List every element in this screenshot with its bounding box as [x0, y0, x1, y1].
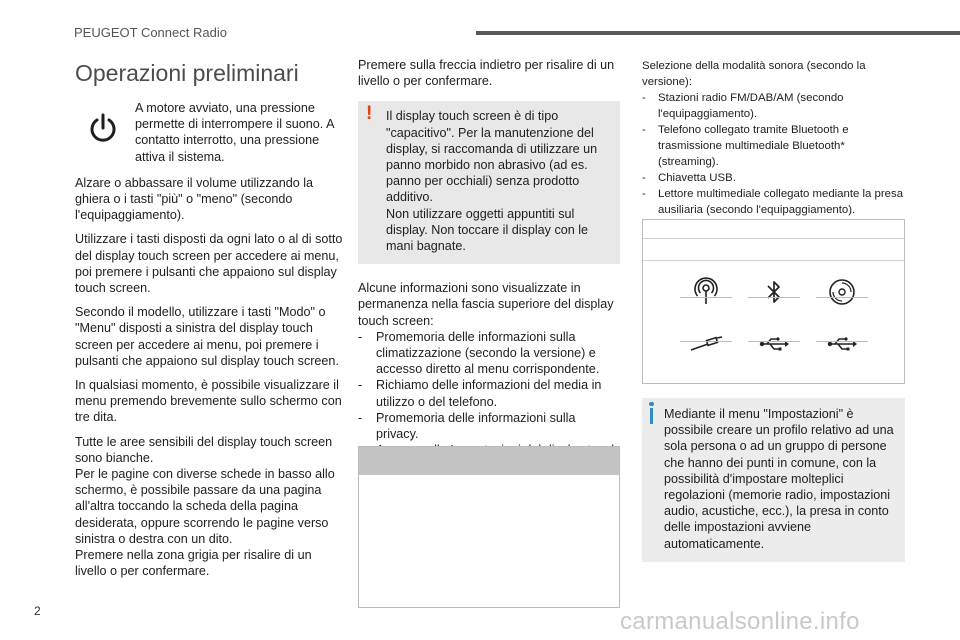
- paragraph-sensitive-areas: [75, 434, 345, 580]
- power-icon: [75, 100, 131, 158]
- screen-illustration: [358, 446, 620, 608]
- media-source-panel: [642, 219, 905, 384]
- list-item: - Promemoria delle informazioni sulla privacy.: [358, 410, 620, 442]
- usb-icon[interactable]: [824, 316, 860, 352]
- source-underline: [816, 341, 868, 342]
- source-underline: [748, 297, 800, 298]
- usb-icon[interactable]: [756, 316, 792, 352]
- page-number: 2: [34, 604, 41, 618]
- warning-icon: !: [366, 103, 373, 125]
- cd-icon[interactable]: [824, 270, 860, 306]
- paragraph-keys: Utilizzare i tasti disposti da ogni lato o al di sotto del display touch screen per accedere ai menu, poi premere i pulsanti che appaiono sul display touch screen.: [75, 232, 343, 296]
- source-underline: [748, 341, 800, 342]
- panel-divider: [643, 260, 904, 261]
- right-column: [642, 58, 904, 234]
- header-rule: [476, 31, 960, 35]
- info-box: [642, 398, 905, 562]
- middle-column: [358, 57, 620, 475]
- left-column: [75, 60, 345, 579]
- watermark: carmanualsonline.info: [620, 608, 860, 635]
- sound-mode-list: [642, 90, 904, 234]
- header-title: PEUGEOT Connect Radio: [74, 25, 227, 40]
- paragraph-three-fingers: In qualsiasi momento, è possibile visualizzare il menu premendo brevemente sullo schermo con tre dita.: [75, 378, 342, 425]
- bluetooth-icon[interactable]: [756, 270, 792, 306]
- sound-mode-intro: Selezione della modalità sonora (secondo la versione):: [642, 60, 866, 88]
- sensitive-areas-text: Tutte le aree sensibili del display touch screen sono bianche.: [75, 434, 333, 465]
- radio-icon[interactable]: [688, 270, 724, 306]
- power-text: A motore avviato, una pressione permette di interrompere il suono. A contatto interrotto, una pressione attiva il sistema.: [135, 101, 334, 164]
- paragraph-mode-menu: Secondo il modello, utilizzare i tasti "Modo" o "Menu" disposti a sinistra del display touch screen per accedere ai menu, poi premere i pulsanti che appaiono sul display touch screen.: [75, 305, 339, 368]
- list-item: - Lettore multimediale collegato mediante la presa ausiliaria (secondo l'equipaggiamento).: [642, 186, 904, 218]
- info-text: Mediante il menu "Impostazioni" è possibile creare un profilo relativo ad una sola persona o ad un gruppo di persone che hanno dei punti in comune, con la possibilità d'impostare molteplici regolazioni (memorie radio, impostazioni audio, acustiche, ecc.), la presa in conto delle impostazioni avviene automaticamente.: [664, 407, 894, 551]
- source-underline: [816, 297, 868, 298]
- screen-illustration-header: [359, 447, 619, 475]
- tabs-text: Per le pagine con diverse schede in basso allo schermo, è possibile passare da una pagina all'altra toccando la scheda della pagina desiderata, oppure scorrendo le pagine verso sinistra o destra con un dito.: [75, 467, 335, 546]
- aux-jack-icon[interactable]: [688, 316, 724, 352]
- warning-text-capacitive: Il display touch screen è di tipo "capacitivo". Per la manutenzione del display, si raccomanda di utilizzare un panno morbido non abrasivo (ad es. panno per occhiali) senza prodotto additivo.: [386, 109, 598, 205]
- paragraph-back-arrow: Premere sulla freccia indietro per risalire di un livello o per confermare.: [358, 58, 615, 89]
- source-underline: [680, 341, 732, 342]
- list-item: - Stazioni radio FM/DAB/AM (secondo l'equipaggiamento).: [642, 90, 904, 122]
- list-item: - Richiamo delle informazioni del media in utilizzo o del telefono.: [358, 377, 620, 409]
- info-icon: [650, 408, 653, 424]
- paragraph-volume: Alzare o abbassare il volume utilizzando la ghiera o i tasti "più" o "meno" (secondo l'equipaggiamento).: [75, 175, 314, 223]
- section-title: Operazioni preliminari: [75, 60, 299, 86]
- source-underline: [680, 297, 732, 298]
- panel-divider: [643, 238, 904, 239]
- warning-text-sharp-objects: Non utilizzare oggetti appuntiti sul display. Non toccare il display con le mani bagnate.: [386, 206, 589, 254]
- warning-box: [358, 101, 620, 264]
- paragraph-top-band: Alcune informazioni sono visualizzate in permanenza nella fascia superiore del display touch screen:: [358, 281, 614, 328]
- list-item: - Chiavetta USB.: [642, 170, 904, 186]
- list-item: - Promemoria delle informazioni sulla climatizzazione (secondo la versione) e accesso diretto al menu corrispondente.: [358, 329, 620, 378]
- list-item: - Telefono collegato tramite Bluetooth e trasmissione multimediale Bluetooth* (streaming).: [642, 122, 904, 170]
- power-block: [75, 100, 345, 165]
- grey-zone-text: Premere nella zona grigia per risalire di un livello o per confermare.: [75, 548, 312, 579]
